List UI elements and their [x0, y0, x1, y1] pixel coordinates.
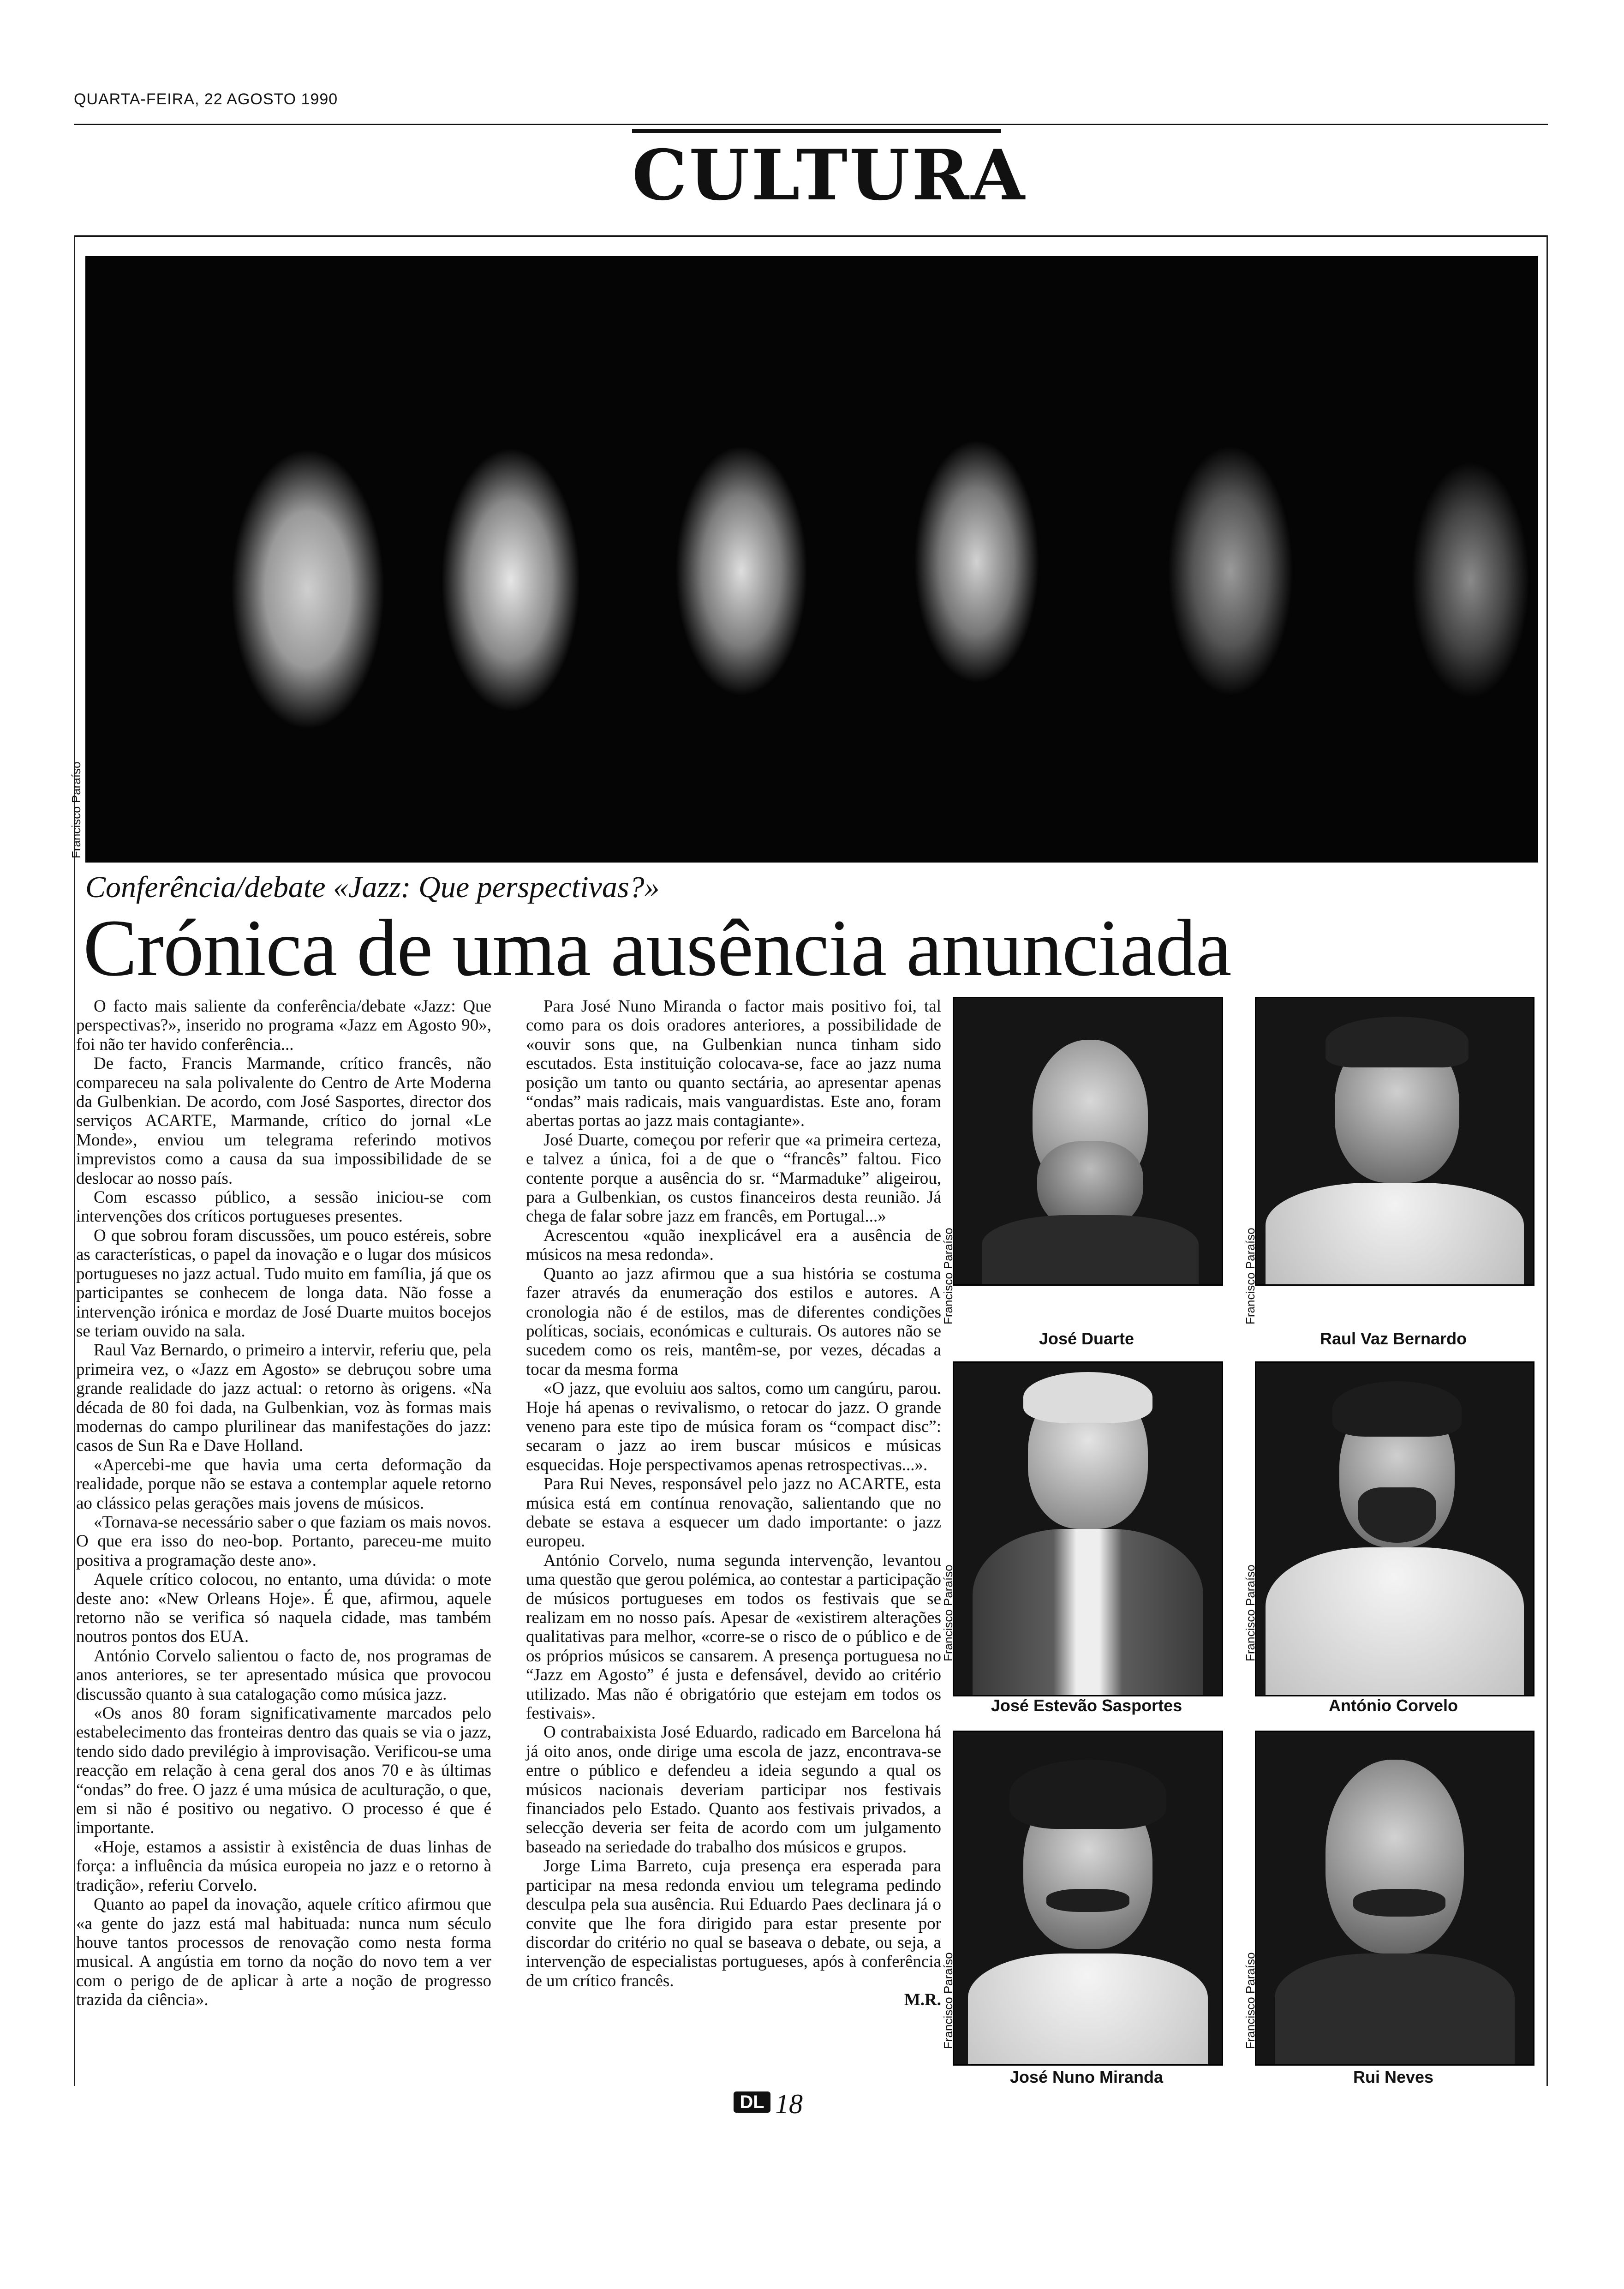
paragraph: Quanto ao papel da inovação, aquele crítico afirmou que «a gente do jazz está mal habituada: nunca num século houve tantos processos de renovação como nesta forma musical. A angústia em torno da noção do novo tem a ver com o perigo de de aplicar à arte a noção de progresso trazida da ciência».: [76, 1895, 491, 2010]
paragraph: António Corvelo, numa segunda intervenção, levantou uma questão que gerou polémica, ao contestar a participação de músicos portugueses em todos os festivais que se realizam em no nosso país. Apesar de «existirem alterações qualitativas para melhor, «corre-se o risco de o público e de os próprios músicos se cansarem. A presença portuguesa no “Jazz em Agosto” é justa e defensável, devido ao critério utilizado. Mas não é obrigatório que estejam em todos os festivais».: [526, 1551, 941, 1723]
portrait-jose-duarte: [953, 997, 1223, 1286]
paragraph: Acrescentou «quão inexplicável era a ausência de músicos na mesa redonda».: [526, 1226, 941, 1264]
portrait-raul-vaz-bernardo: [1255, 997, 1534, 1286]
portrait-credit: Francisco Paraíso: [1243, 1228, 1257, 1324]
paragraph: Aquele crítico colocou, no entanto, uma dúvida: o mote deste ano: «New Orleans Hoje». É que, afirmou, aquele retorno não se verifica só naquela cidade, mas também noutros pontos dos EUA.: [76, 1570, 491, 1647]
portrait-credit: Francisco Paraíso: [1243, 1952, 1257, 2049]
paragraph: Quanto ao jazz afirmou que a sua história se costuma fazer através da enumeração dos estilos e autores. A cronologia não é de estilos, mas de diferentes condições políticas, sociais, económicas e culturais. Os autores não se sucedem como os reis, mantêm-se, por vezes, décadas a tocar da mesma forma: [526, 1264, 941, 1379]
portrait-credit: Francisco Paraíso: [941, 1564, 955, 1661]
paragraph: «Os anos 80 foram significativamente marcados pelo estabelecimento das fronteiras dentro das quais se via o jazz, tendo sido dado previlégio à improvisação. Verificou-se uma reacção em relação à cena geral dos anos 70 e às últimas “ondas” do free. O jazz é uma música de aculturação, o que, em si não é positivo ou negativo. O processo é que é importante.: [76, 1704, 491, 1838]
paragraph: Raul Vaz Bernardo, o primeiro a intervir, referiu que, pela primeira vez, o «Jazz em Agosto» se debruçou sobre uma grande realidade do jazz actual: o retorno às origens. «Na década de 80 foi dada, na Gulbenkian, voz às formas mais modernas do campo plurilinear das manifestações do jazz: casos de Sun Ra e Dave Holland.: [76, 1341, 491, 1456]
article-column-1: [76, 997, 491, 2010]
article-column-2: [526, 997, 941, 2010]
paragraph: O que sobrou foram discussões, um pouco estéreis, sobre as características, o papel da inovação e o lugar dos músicos portugueses no jazz actual. Tudo muito em família, já que os participantes se conhecem de longa data. Não fosse a intervenção irónica e mordaz de José Duarte muitos bocejos se teriam ouvido na sala.: [76, 1226, 491, 1341]
panel-photo: [85, 256, 1538, 863]
kicker: Conferência/debate «Jazz: Que perspectivas?»: [85, 870, 660, 904]
paragraph: António Corvelo salientou o facto de, nos programas de anos anteriores, se ter apresentado música que provocou discussão quanto à sua catalogação como música jazz.: [76, 1646, 491, 1704]
caption-jose-estevao-sasportes: José Estevão Sasportes: [991, 1696, 1182, 1715]
headline: Crónica de uma ausência anunciada: [83, 903, 1231, 993]
portrait-rui-neves: [1255, 1731, 1534, 2066]
caption-raul-vaz-bernardo: Raul Vaz Bernardo: [1320, 1329, 1467, 1348]
photo-credit: Francisco Paraíso: [69, 761, 83, 858]
caption-jose-duarte: José Duarte: [1039, 1329, 1134, 1348]
paragraph: «O jazz, que evoluiu aos saltos, como um cangúru, parou. Hoje há apenas o revivalismo, o retocar do jazz. O grande veneno para este tipo de música foram os “compact disc”: secaram o jazz ao irem buscar músicos e músicas esquecidas. Hoje perspectivamos apenas retrospectivas...».: [526, 1379, 941, 1474]
caption-antonio-corvelo: António Corvelo: [1329, 1696, 1458, 1715]
header-rule: [74, 124, 1548, 125]
paragraph: «Apercebi-me que havia uma certa deformação da realidade, porque não se estava a contemplar aquele retorno ao clássico pelas gerações mais jovens de músicos.: [76, 1455, 491, 1513]
paragraph: «Tornava-se necessário saber o que faziam os mais novos. O que era isso do neo-bop. Portanto, pareceu-me muito positiva a programação deste ano».: [76, 1512, 491, 1570]
paragraph: O facto mais saliente da conferência/debate «Jazz: Que perspectivas?», inserido no programa «Jazz em Agosto 90», foi não ter havido conferência...: [76, 997, 491, 1054]
caption-rui-neves: Rui Neves: [1353, 2067, 1434, 2086]
paragraph: Com escasso público, a sessão iniciou-se com intervenções dos críticos portugueses presentes.: [76, 1188, 491, 1226]
section-rule: [74, 235, 1548, 237]
portrait-credit: Francisco Paraíso: [941, 1228, 955, 1324]
portrait-jose-estevao-sasportes: [953, 1361, 1223, 1696]
paragraph: O contrabaixista José Eduardo, radicado em Barcelona há já oito anos, onde dirige uma escola de jazz, encontrava-se entre o público e defendeu a ideia segundo a qual os músicos nacionais deveriam participar nos festivais financiados pelo Estado. Quanto aos festivais privados, a selecção deveria ser feita de acordo com um julgamento baseado na seriedade do trabalho dos músicos e grupos.: [526, 1723, 941, 1857]
signature: M.R.: [904, 1990, 941, 2010]
caption-jose-nuno-miranda: José Nuno Miranda: [1009, 2067, 1164, 2086]
section-bar: [632, 129, 1001, 133]
paragraph: De facto, Francis Marmande, crítico francês, não compareceu na sala polivalente do Centro de Arte Moderna da Gulbenkian. De acordo, com José Sasportes, director dos serviços ACARTE, Marmande, crítico do jornal «Le Monde», enviou um telegrama referindo motivos imprevistos como a causa da sua impossibilidade de se deslocar ao nosso país.: [76, 1054, 491, 1188]
paragraph: José Duarte, começou por referir que «a primeira certeza, e talvez a única, foi a de que o “francês” faltou. Fico contente porque a ausência do sr. “Marmaduke” aligeirou, para a Gulbenkian, os custos financeiros desta reunião. Já chega de falar sobre jazz em francês, em Portugal...»: [526, 1130, 941, 1226]
publication-logo: DL: [734, 2091, 770, 2113]
portrait-antonio-corvelo: [1255, 1361, 1534, 1696]
paragraph: Jorge Lima Barreto, cuja presença era esperada para participar na mesa redonda enviou um telegrama pedindo desculpa pela sua ausência. Rui Eduardo Paes declinara já o convite que lhe fora dirigido para estar presente por discordar do critério no qual se baseava o debate, ou seja, a intervenção de especialistas portugueses, após à conferência de um crítico francês.: [526, 1857, 941, 1990]
portrait-credit: Francisco Paraíso: [1243, 1564, 1257, 1661]
paragraph: Para Rui Neves, responsável pelo jazz no ACARTE, esta música está em contínua renovação, salientando que no debate se estava a esquecer um dado importante: o jazz europeu.: [526, 1474, 941, 1551]
paragraph: «Hoje, estamos a assistir à existência de duas linhas de força: a influência da música europeia no jazz e o retorno à tradição», referiu Corvelo.: [76, 1837, 491, 1895]
portrait-jose-nuno-miranda: [953, 1731, 1223, 2066]
page-number: 18: [775, 2089, 803, 2119]
portrait-credit: Francisco Paraíso: [941, 1952, 955, 2049]
frame-rule-left: [74, 235, 75, 2086]
section-title: CULTURA: [632, 135, 1027, 216]
paragraph: Para José Nuno Miranda o factor mais positivo foi, tal como para os dois oradores anteriores, a possibilidade de «ouvir sons que, na Gulbenkian nunca tinham sido escutados. Esta instituição colocava-se, face ao jazz numa posição um tanto ou quanto sectária, ao apresentar apenas “ondas” mais radicais, mais vanguardistas. Este ano, foram abertas portas ao jazz mais contagiante».: [526, 997, 941, 1131]
dateline: QUARTA-FEIRA, 22 AGOSTO 1990: [74, 90, 338, 108]
frame-rule-right: [1546, 235, 1548, 2086]
